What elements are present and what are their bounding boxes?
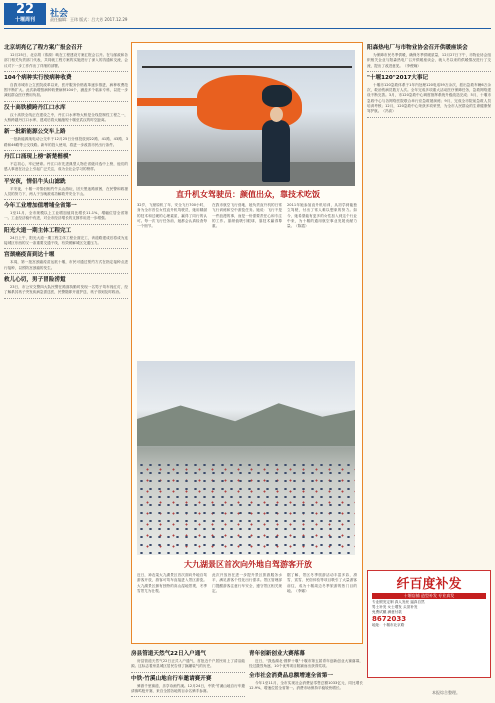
article-headline: 阳光大道一期主体工程完工 <box>4 227 72 234</box>
ground-shape <box>137 162 355 186</box>
article-body: 为保障市民冬季供暖，确保冬季供暖质量，12月27日下午，市物业协会组织相关企业与阳森热电厂召开供暖座谈会，就入冬以来的供暖情况进行了交流，提出了改进意见。（李俊娴） <box>367 53 491 68</box>
feature-text-col6: 据了解，景区冬季旅游活动丰富多彩，滑雪、赏雪、民俗体验等项目吸引了大量游客前往，成为十堰周边冬季旅游的热门目的地。（李娜） <box>287 573 357 593</box>
article-divider <box>367 117 491 118</box>
article-body: 23日，市公安交警四大队民警在路面执勤时发现一名男子驾车闯红灯，经了解系其孩子突发疾病急需送医，民警随即开道护送，孩子得到及时救治。 <box>4 284 128 295</box>
feature-text-col1: 32岁，飞豪原机了年，安全飞行700小时，身为全市首位女性直升机驾驶员，她用精湛的技术和过硬的心理素质，赢得了同行的认可。每一次飞行任务前，她都会认真检查每一个细节。 <box>137 203 207 229</box>
article-headline: 北京胡亮亿了程方案广报会召开 <box>4 45 83 51</box>
article-body: 近日，"我选湖北·圆梦十堰"十堰市第五届青年创新创业大赛落幕，经过激烈角逐，10个优秀项目脱颖而出获得奖项。 <box>249 659 363 669</box>
article-headline: 房县管道天然气22日入户通气 <box>131 651 206 657</box>
article-headline: 丹江口涌现上榜"新楚楷模" <box>4 153 72 160</box>
article-divider <box>4 125 128 126</box>
article-body: 平安夜，十堰一对情侣相约牛头山游玩，因天黑迷路被困，在民警和救援人员的努力下，两人于当晚被成功解救并安全下山。 <box>4 186 128 196</box>
article-divider <box>4 101 128 102</box>
header-rule <box>4 28 491 29</box>
article-headline: 青年创新创业大赛落幕 <box>249 651 305 657</box>
bottom-left-column <box>131 648 245 698</box>
bottom-right-column <box>249 648 363 698</box>
article-headline: 全市社会消费品总额增速全省第一 <box>249 672 333 679</box>
article-body: 本周，第一批宫颈癌疫苗运抵十堰，市民可通过预约方式在指定接种点进行接种，以预防宫颈癌的发生。 <box>4 260 128 270</box>
ad-subtitle: 十堰店铺 造型补发 专业真发 <box>372 593 486 599</box>
article-headline: 今年工业增加值增埔全省第一 <box>4 203 77 210</box>
feature-text-col5: 此次开放旨在进一步提升景区旅游服务水平，满足游客个性化出行需求。景区管理部门提醒游客注意行车安全，遵守景区相关规定。 <box>212 573 282 593</box>
editor-credits: 责任编辑：王玮 版式：吕大芳 2017.12.29 <box>50 17 128 22</box>
article-headline: "十堰120"2017大事记 <box>367 74 429 81</box>
article-divider <box>4 298 128 299</box>
ad-phone: 8672033 <box>372 615 407 623</box>
pilot-figure <box>262 120 290 182</box>
ad-line: 专业假发定制 真人发丝 逼真自然 <box>372 600 425 604</box>
article-body: 汉十高铁全线正在建设之中，丹江口水库特大桥是全线控制性工程之一，大桥跨越丹江口水库，建成后将大幅缩短十堰至武汉的时空距离。 <box>4 112 128 123</box>
article-headline: 平安夜，情侣牛头山滤跣 <box>4 178 66 185</box>
helicopter-photo <box>137 50 355 186</box>
mountain-shape <box>137 401 355 446</box>
brand-name: 十堰周刊 <box>14 17 35 23</box>
feature-text-col4: 近日，神农架大九湖景区首次面向外地自驾游客开放，游客可驾车直接进入景区游览。大九湖景区拥有独特的高山湿地景观，冬季雪景尤为壮观。 <box>137 573 207 593</box>
article-body: 24日上午，阳光大道一期工程主体工程全面完工，该道路建成后将成为连接城区东西的又一条重要交通干线，有效缓解城区交通压力。 <box>4 235 128 246</box>
right-column <box>367 42 491 566</box>
feature-title-helicopter: 直升机女驾驶员：颜值出众，靠技术吃饭 <box>176 190 320 199</box>
page-number-badge <box>4 3 46 25</box>
crowd-pattern <box>137 461 355 555</box>
feature-text-col3: 2011年她参加直升机培训，从初学到能独立驾驶，付出了常人难以想象的努力。如今，她希望能有更多的女性加入到这个行业中来，为十堰的通用航空事业发展贡献力量。（陈霞） <box>287 203 357 229</box>
ad-line: 男士补发 女士增发 头顶补发 <box>372 605 418 609</box>
article-body: 自我市城市公立医院改革以来，医疗服务价格改革逐步推进，病种收费范围不断扩大。此次新增按病种收费病种104个，涵盖多个临床专科，以进一步减轻群众医疗费用负担。 <box>4 82 128 98</box>
article-body: 骑游千里赛道，乐享诗画竹溪。12月24日，中铁·竹溪山地自行车邀请赛鸣枪开赛，来自全国各地的百余名骑手参赛。 <box>131 683 245 693</box>
article-headline: 104个病种实行按病种收费 <box>4 74 72 81</box>
article-divider <box>4 224 128 225</box>
ad-line: 免费试戴 满意付款 <box>372 610 402 614</box>
article-body: 今年1至11月，全市实现社会消费品零售总额1033亿元，同比增长12.9%，增速位居全省第一。消费市场保持平稳较快增长。 <box>249 680 363 690</box>
article-body: 12月25日，北京胡（浓源）峡在工程建设方案汇报会召开。在与邮政和各部门相关负责部门代表，共同就工程方案的实施进行了深入的沟通和交流，会议对下一步工作作出了详细的部署。 <box>4 53 128 68</box>
article-headline: 中铁·竹溪山地自行车邀请赛开赛 <box>131 675 212 682</box>
article-divider <box>131 672 245 673</box>
section-title: 社会 <box>50 9 69 19</box>
article-divider <box>131 696 245 697</box>
article-body: 一批新能源纯电动公交车于12月25日分别投放到22路、41路、43路、3路和46路等公交线路。新车的投入使用，将进一步改善市民出行条件。 <box>4 137 128 147</box>
article-headline: 救儿心切，男子冒险涝踅 <box>4 276 66 283</box>
article-headline: 汉十高铁横跨丹江口水库 <box>4 104 66 111</box>
article-divider <box>4 273 128 274</box>
article-body: 房县管道天然气22日正式入户通气，首批近千户居民用上了清洁能源。这标志着房县城区居民告别了换罐装气的历史。 <box>131 659 245 669</box>
article-divider <box>367 71 491 72</box>
article-divider <box>4 248 128 249</box>
page-header <box>0 0 495 22</box>
article-body: 1至11月，全市规模以上工业增加值同比增长11.1%，增幅位居全省第一。工业经济稳中有进，对全市经济增长的支撑作用进一步增强。 <box>4 211 128 221</box>
article-divider <box>4 150 128 151</box>
article-headline: 宫颈癌疫苗到达十堰 <box>4 252 55 259</box>
page-number: 22 <box>15 2 35 17</box>
article-body: 不忘初心，牢记使命。丹江口市先进典型人物在省级评选中上榜，他们的感人事迹在社会上引起广泛关注，成为全社会学习的榜样。 <box>4 161 128 172</box>
feature-title-dajiuhu: 大九湖景区首次向外地自驾游客开放 <box>184 560 312 569</box>
rotor-shape <box>142 66 352 68</box>
ad-title: 纤百度补发 <box>396 577 462 592</box>
article-divider <box>4 71 128 72</box>
feature-box <box>131 42 363 644</box>
feature-text-col2: 在我市航空飞行营地，她负责直升机的日常飞行训练和空中游览任务。她说：飞行不是一件浪漫的事，而是一份需要责任心和专注的工作。靠颜值吸引眼球，靠技术赢得尊重。 <box>212 203 282 229</box>
advertisement <box>367 570 491 678</box>
left-column <box>4 42 128 682</box>
article-headline: 新一批新能源公交车上路 <box>4 129 66 136</box>
ski-resort-photo <box>137 361 355 555</box>
footer-note: 本报综合整理。 <box>432 690 460 695</box>
article-divider <box>4 199 128 200</box>
article-body: 十堰市120急救体系于1年内处理120电话59万余次，派出急救车辆6万余次，救治伤病员数万人次。全年完成多项重大活动医疗保障任务，急救网络建设不断完善。3月，市120急救中心调度指挥系统升级改造完成；5月，十堰市急救中心与各网络医院联合举行应急救援演练；9月，完成全市院前急救人员培训考核；12月，120急救中心荣获多项荣誉，为全市人民群众的生命健康保驾护航。（冯高） <box>367 82 491 114</box>
article-divider <box>4 175 128 176</box>
article-headline: 阳森热电厂与市物业协会召开供暖座谈会 <box>367 45 468 51</box>
ad-address: 地址：十堰市北京路 <box>372 623 405 627</box>
